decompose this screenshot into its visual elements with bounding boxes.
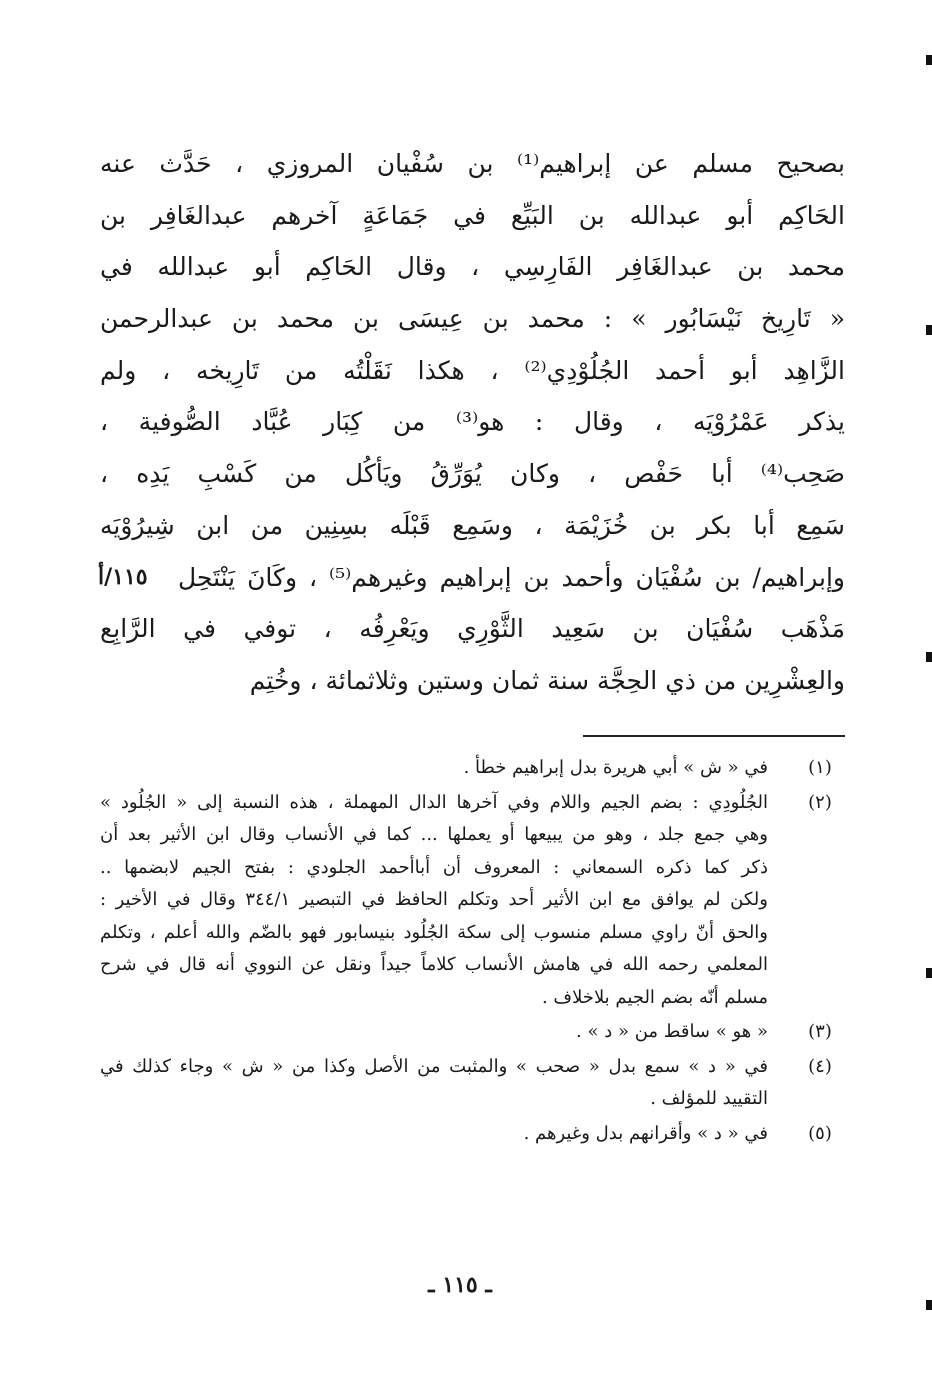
scan-edge-mark	[926, 652, 932, 662]
footnote-line: المعلمي رحمه الله في هامش الأنساب كلاماً جيداً ونقل عن النووي أنه قال في شرح	[100, 954, 768, 975]
footnote-1	[100, 752, 832, 785]
text-line: مَذْهَب سُفْيَان بن سَعِيد الثَّوْرِي ويَعْرِفُه ، توفي في الرَّابِع	[100, 614, 845, 644]
scan-edge-mark	[926, 325, 932, 335]
footnote-line: مسلم أنّه بضم الجيم بلاخلاف .	[541, 986, 768, 1008]
manuscript-folio-note: ١١٥/أ	[98, 563, 148, 590]
scan-edge-mark	[926, 1300, 932, 1310]
footnote-number: (٤)	[808, 1055, 832, 1077]
scan-edge-mark	[926, 968, 932, 978]
text-line: الحَاكِم أبو عبدالله بن البَيِّع في جَمَاعَةٍ آخرهم عبدالغَافِر بن	[100, 200, 845, 230]
footnote-line: في « ش » أبي هريرة بدل إبراهيم خطأ .	[463, 757, 768, 778]
footnote-line: والحق أنّ راوي مسلم منسوب إلى سكة الجُلُود بنيسابور فهو بالضّم والله أعلم ، وتكلم	[100, 921, 768, 943]
text-line: « تَارِيخ نَيْسَابُور » : محمد بن عِيسَى بن محمد بن عبدالرحمن	[100, 304, 845, 334]
text-line-content: وإبراهيم/ بن سُفْيَان وأحمد بن إبراهيم وغيرهم⁽⁵⁾ ، وكَانَ يَنْتَحِل	[178, 562, 845, 592]
footnote-number: (٥)	[808, 1122, 832, 1144]
text-line: الزَّاهِد أبو أحمد الجُلُوْدِي⁽²⁾ ، هكذا نَقَلْتُه من تَارِيخه ، ولم	[100, 355, 845, 385]
text-line: محمد بن عبدالغَافِر الفَارِسِي ، وقال الحَاكِم أبو عبدالله في	[100, 252, 845, 282]
footnote-line: التقييد للمؤلف .	[650, 1088, 768, 1109]
footnote-4	[100, 1051, 832, 1116]
footnote-number: (٣)	[808, 1021, 832, 1042]
footnote-line: الجُلُودِي : بضم الجيم واللام وفي آخرها الدال المهملة ، هذه النسبة إلى « الجُلُود »	[100, 791, 768, 813]
footnote-3	[100, 1016, 832, 1049]
text-line: والعِشْرِين من ذي الحِجَّة سنة ثمان وستين وثلاثمائة ، وخُتِم	[249, 665, 845, 695]
footnote-line: « هو » ساقط من « د » .	[576, 1021, 768, 1042]
footnote-separator	[583, 735, 845, 737]
text-line: بصحيح مسلم عن إبراهيم⁽¹⁾ بن سُفْيان المروزي ، حَدَّث عنه	[100, 149, 845, 178]
page-number: ـ ١١٥ ـ	[428, 1272, 492, 1298]
footnotes	[100, 752, 832, 1152]
text-line: صَحِب⁽⁴⁾ أبا حَفْص ، وكان يُوَرِّقُ ويَأكُل من كَسْبِ يَدِه ،	[100, 459, 845, 489]
footnote-line: في « د » وأقرانهم بدل وغيرهم .	[523, 1122, 768, 1144]
scan-edge-mark	[926, 55, 932, 65]
text-line: سَمِع أبا بكر بن خُزَيْمَة ، وسَمِع قَبْلَه بسِنِين من ابن شِيرُوْيَه	[100, 510, 845, 540]
footnote-line: ذكر كما ذكره السمعاني : المعروف أن أباأحمد الجلودي : بفتح الجيم لابضمها ..	[100, 856, 768, 878]
footnote-line: في « د » سمع بدل « صحب » والمثبت من الأصل وكذا من « ش » وجاء كذلك في	[100, 1055, 768, 1077]
footnote-2	[100, 787, 832, 1015]
footnote-number: (١)	[808, 757, 832, 778]
footnote-number: (٢)	[808, 791, 832, 813]
main-text-block	[100, 138, 845, 707]
footnote-line: وهي جمع جلد ، وهو من يبيعها أو يعملها ... كما في الأنساب وقال ابن الأثير بعد أن	[100, 824, 768, 845]
footnote-line: ولكن لم يوافق مع ابن الأثير أحد وتكلم الحافظ في التبصير ٣٤٤/١ وقال في الأخير :	[100, 889, 768, 910]
text-line: يذكر عَمْرُوْيَه ، وقال : هو⁽³⁾ من كِبَار عُبَّاد الصُّوفية ،	[100, 407, 845, 437]
text-line-with-margin	[100, 552, 845, 604]
footnote-5	[100, 1118, 832, 1151]
